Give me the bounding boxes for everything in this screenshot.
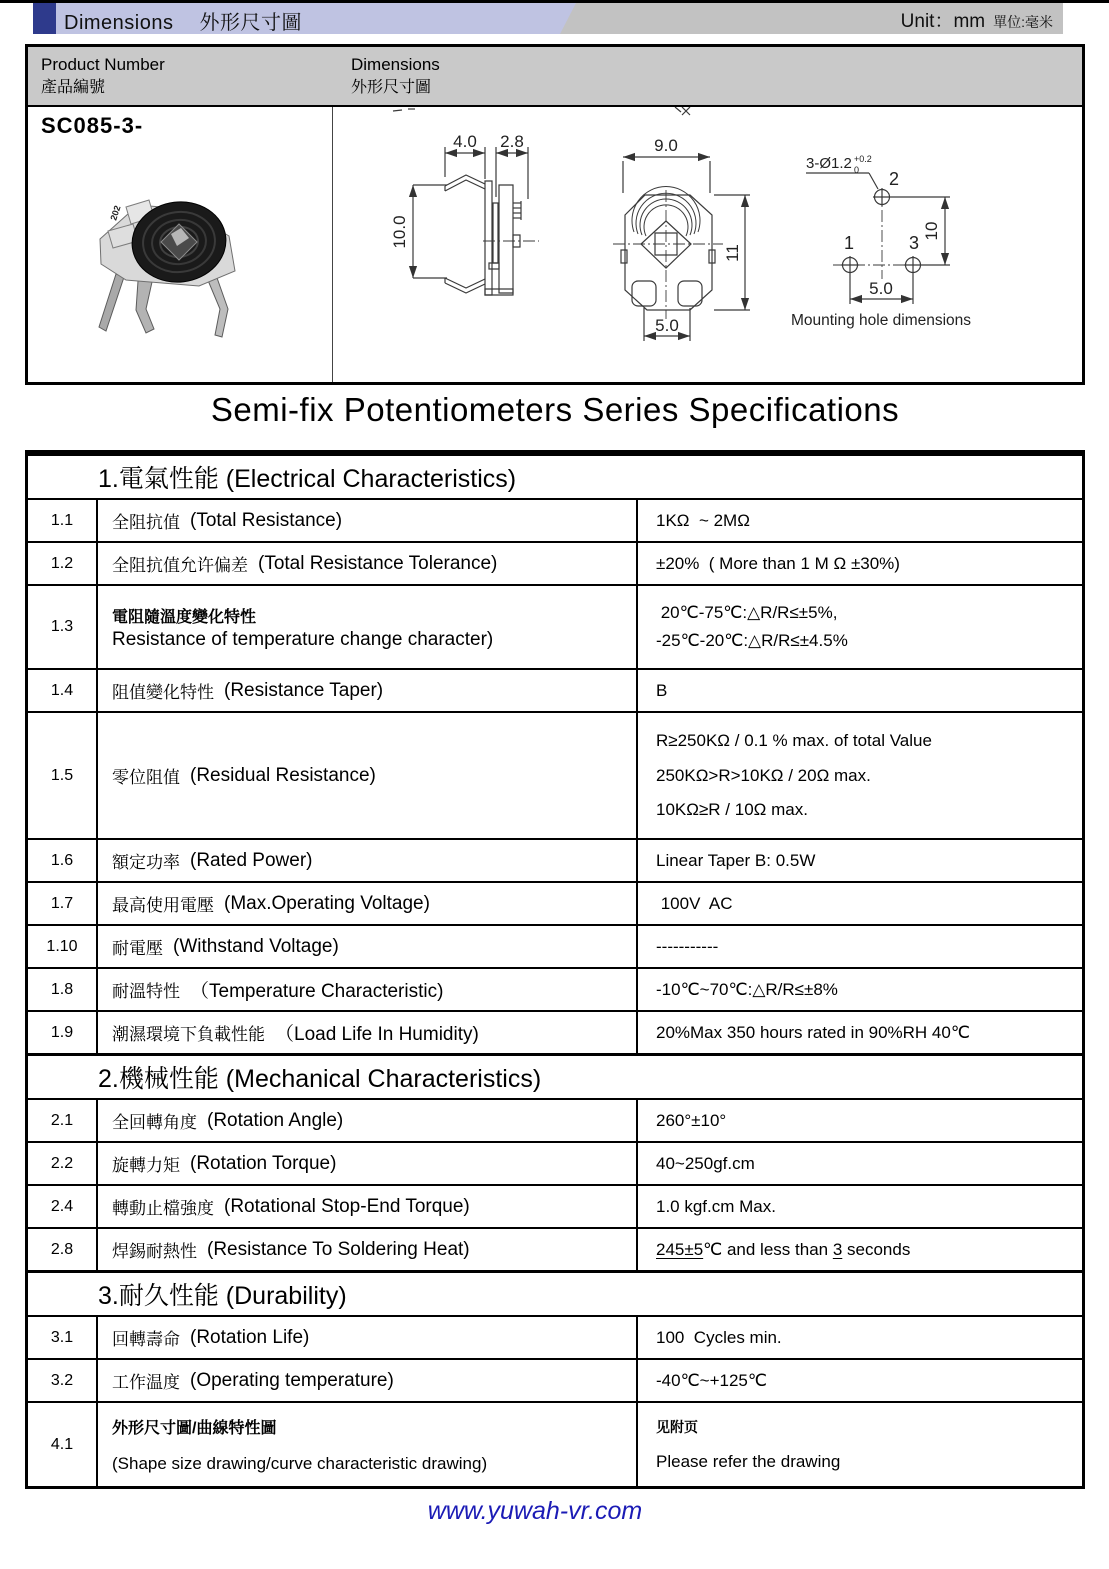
row-number: 1.7	[28, 883, 98, 924]
side-dim-2.8: 2.8	[500, 132, 524, 151]
dimensions-header: Dimensions 外形尺寸圖	[351, 55, 440, 96]
dimension-drawings	[333, 107, 1080, 380]
row-label-en: （Load Life In Humidity)	[275, 1024, 479, 1045]
product-cell	[28, 107, 333, 382]
section-mechanical	[28, 1053, 1082, 1098]
section-electrical	[28, 453, 1082, 498]
row-value: Linear Taper B: 0.5W	[656, 850, 816, 870]
row-number: 2.4	[28, 1186, 98, 1227]
specifications-table	[25, 450, 1085, 1489]
row-value: 见附页 Please refer the drawing	[656, 1419, 841, 1471]
row-label-en: (Max.Operating Voltage)	[224, 892, 430, 914]
row-label-zh: 全回轉角度	[112, 1113, 197, 1132]
row-label-zh: 焊錫耐熱性	[112, 1242, 197, 1261]
row-number: 1.6	[28, 840, 98, 881]
table-row	[28, 1184, 1082, 1227]
row-value: 100V AC	[656, 893, 733, 913]
row-label-zh: 阻值變化特性	[112, 683, 214, 702]
row-value: 1KΩ ~ 2MΩ	[656, 510, 750, 530]
table-row	[28, 1141, 1082, 1184]
table-row	[28, 1315, 1082, 1358]
row-label-en: (Rotation Angle)	[207, 1109, 344, 1131]
dimensions-cell	[333, 107, 1082, 382]
row-number: 1.1	[28, 500, 98, 541]
mount-pin2-label: 2	[889, 169, 900, 189]
row-label-en: (Rotation Life)	[190, 1326, 310, 1348]
row-label-zh: 工作温度	[112, 1373, 180, 1392]
photo-marking: 202	[108, 204, 123, 222]
row-label-zh: 回轉壽命	[112, 1330, 180, 1349]
row-number: 2.2	[28, 1143, 98, 1184]
website-link[interactable]: www.yuwah-vr.com	[427, 1497, 643, 1525]
table-row	[28, 967, 1082, 1010]
row-label-en: Resistance of temperature change character)	[112, 628, 494, 650]
mounting-caption: Mounting hole dimensions	[790, 312, 972, 329]
row-label-en: (Total Resistance Tolerance)	[258, 552, 498, 574]
page-title: Semi-fix Potentiometers Series Specifications	[210, 391, 900, 428]
table-row	[28, 881, 1082, 924]
front-dim-9.0: 9.0	[654, 136, 678, 155]
row-value: 40~250gf.cm	[656, 1153, 755, 1173]
row-number: 1.2	[28, 543, 98, 584]
row-label-zh: 旋轉力矩	[112, 1156, 180, 1175]
row-value: -----------	[656, 936, 719, 956]
row-value: ±20% ( More than 1 M Ω ±30%)	[656, 553, 900, 573]
header-accent-square	[33, 3, 56, 34]
row-value: 1.0 kgf.cm Max.	[656, 1196, 776, 1216]
table-row	[28, 1401, 1082, 1486]
mount-tol-sup: +0.2	[854, 154, 872, 164]
row-number: 3.2	[28, 1360, 98, 1401]
section-title: 3.耐久性能 (Durability)	[98, 1282, 347, 1310]
row-number: 1.4	[28, 670, 98, 711]
row-value: -10℃~70℃:△R/R≤±8%	[656, 979, 838, 999]
row-label-en: (Rotational Stop-End Torque)	[224, 1195, 470, 1217]
table-row	[28, 838, 1082, 881]
product-dimensions-table	[25, 44, 1085, 385]
table-row	[28, 711, 1082, 838]
row-label-zh: 耐溫特性	[112, 982, 180, 1001]
section-title: 2.機械性能 (Mechanical Characteristics)	[98, 1065, 542, 1093]
table-row	[28, 541, 1082, 584]
product-photo	[86, 179, 256, 349]
row-label-en: (Shape size drawing/curve characteristic drawing)	[112, 1454, 488, 1473]
product-number-header: Product Number 產品編號	[41, 55, 165, 96]
row-number: 1.5	[28, 713, 98, 838]
header-title	[64, 6, 302, 35]
row-label-en: (Withstand Voltage)	[173, 935, 339, 957]
unit-en: Unit：mm	[900, 11, 986, 32]
mount-dim-10: 10	[922, 221, 941, 241]
mount-pin3-label: 3	[908, 233, 920, 253]
row-value: R≥250KΩ / 0.1 % max. of total Value 250KΩ>R>10KΩ / 20Ω max. 10KΩ≥R / 10Ω max.	[656, 731, 932, 819]
row-label-zh: 全阻抗值允许偏差	[112, 556, 248, 575]
row-number: 2.8	[28, 1229, 98, 1270]
mount-tol-sub: 0	[854, 165, 860, 175]
row-label-en: (Resistance Taper)	[224, 679, 384, 701]
header-title-en: Dimensions	[64, 12, 174, 34]
row-number: 1.9	[28, 1012, 98, 1053]
product-table-header	[28, 47, 1082, 107]
table-row	[28, 1358, 1082, 1401]
mount-dim-5.0: 5.0	[869, 279, 893, 298]
row-number: 1.8	[28, 969, 98, 1010]
table-row	[28, 924, 1082, 967]
row-label-en: (Total Resistance)	[190, 509, 343, 531]
row-label-en: (Resistance To Soldering Heat)	[207, 1238, 470, 1260]
product-table-body	[28, 107, 1082, 382]
row-label-zh: 零位阻值	[112, 768, 180, 787]
row-label-zh: 耐電壓	[112, 939, 163, 958]
row-number: 4.1	[28, 1403, 98, 1486]
row-label-zh: 最高使用電壓	[112, 896, 214, 915]
row-label-zh: 電阻隨溫度變化特性	[112, 608, 257, 626]
table-row	[28, 498, 1082, 541]
table-row	[28, 1227, 1082, 1270]
unit-label	[901, 6, 1053, 33]
table-row	[28, 584, 1082, 668]
row-label-en: (Residual Resistance)	[190, 764, 376, 786]
unit-zh: 單位:毫米	[993, 14, 1053, 30]
row-label-zh: 全阻抗值	[112, 513, 180, 532]
product-number: SC085-3-	[41, 113, 144, 138]
row-value: 20℃-75℃:△R/R≤±5%, -25℃-20℃:△R/R≤±4.5%	[656, 603, 848, 650]
row-number: 1.3	[28, 586, 98, 668]
row-label-zh: 潮濕環境下負載性能	[112, 1025, 265, 1044]
table-row	[28, 1098, 1082, 1141]
header-title-zh: 外形尺寸圖	[199, 12, 302, 34]
front-dim-11: 11	[723, 244, 742, 262]
row-label-en: （Temperature Characteristic)	[190, 981, 444, 1002]
row-value: 100 Cycles min.	[656, 1327, 782, 1347]
section-durability	[28, 1270, 1082, 1315]
row-number: 1.10	[28, 926, 98, 967]
table-row	[28, 668, 1082, 711]
row-label-zh: 額定功率	[112, 853, 180, 872]
front-dim-5.0: 5.0	[655, 316, 679, 335]
row-label-zh: 外形尺寸圖/曲線特性圖	[112, 1420, 277, 1437]
row-value: -40℃~+125℃	[656, 1370, 767, 1390]
row-number: 2.1	[28, 1100, 98, 1141]
mount-holes-label: 3-Ø1.2	[806, 155, 852, 172]
row-label-en: (Rotation Torque)	[190, 1152, 337, 1174]
row-label-en: (Operating temperature)	[190, 1369, 394, 1391]
row-value: B	[656, 680, 668, 700]
side-dim-10.0: 10.0	[390, 215, 409, 249]
row-value: 20%Max 350 hours rated in 90%RH 40℃	[656, 1022, 970, 1042]
side-dim-4.0: 4.0	[453, 132, 477, 151]
section-title: 1.電氣性能 (Electrical Characteristics)	[98, 465, 517, 493]
row-value: 245±5℃ and less than 3 seconds	[656, 1239, 911, 1259]
row-number: 3.1	[28, 1317, 98, 1358]
row-label-zh: 轉動止檔強度	[112, 1199, 214, 1218]
mount-pin1-label: 1	[843, 233, 855, 253]
row-value: 260°±10°	[656, 1110, 727, 1130]
table-row	[28, 1010, 1082, 1053]
row-label-en: (Rated Power)	[190, 849, 313, 871]
